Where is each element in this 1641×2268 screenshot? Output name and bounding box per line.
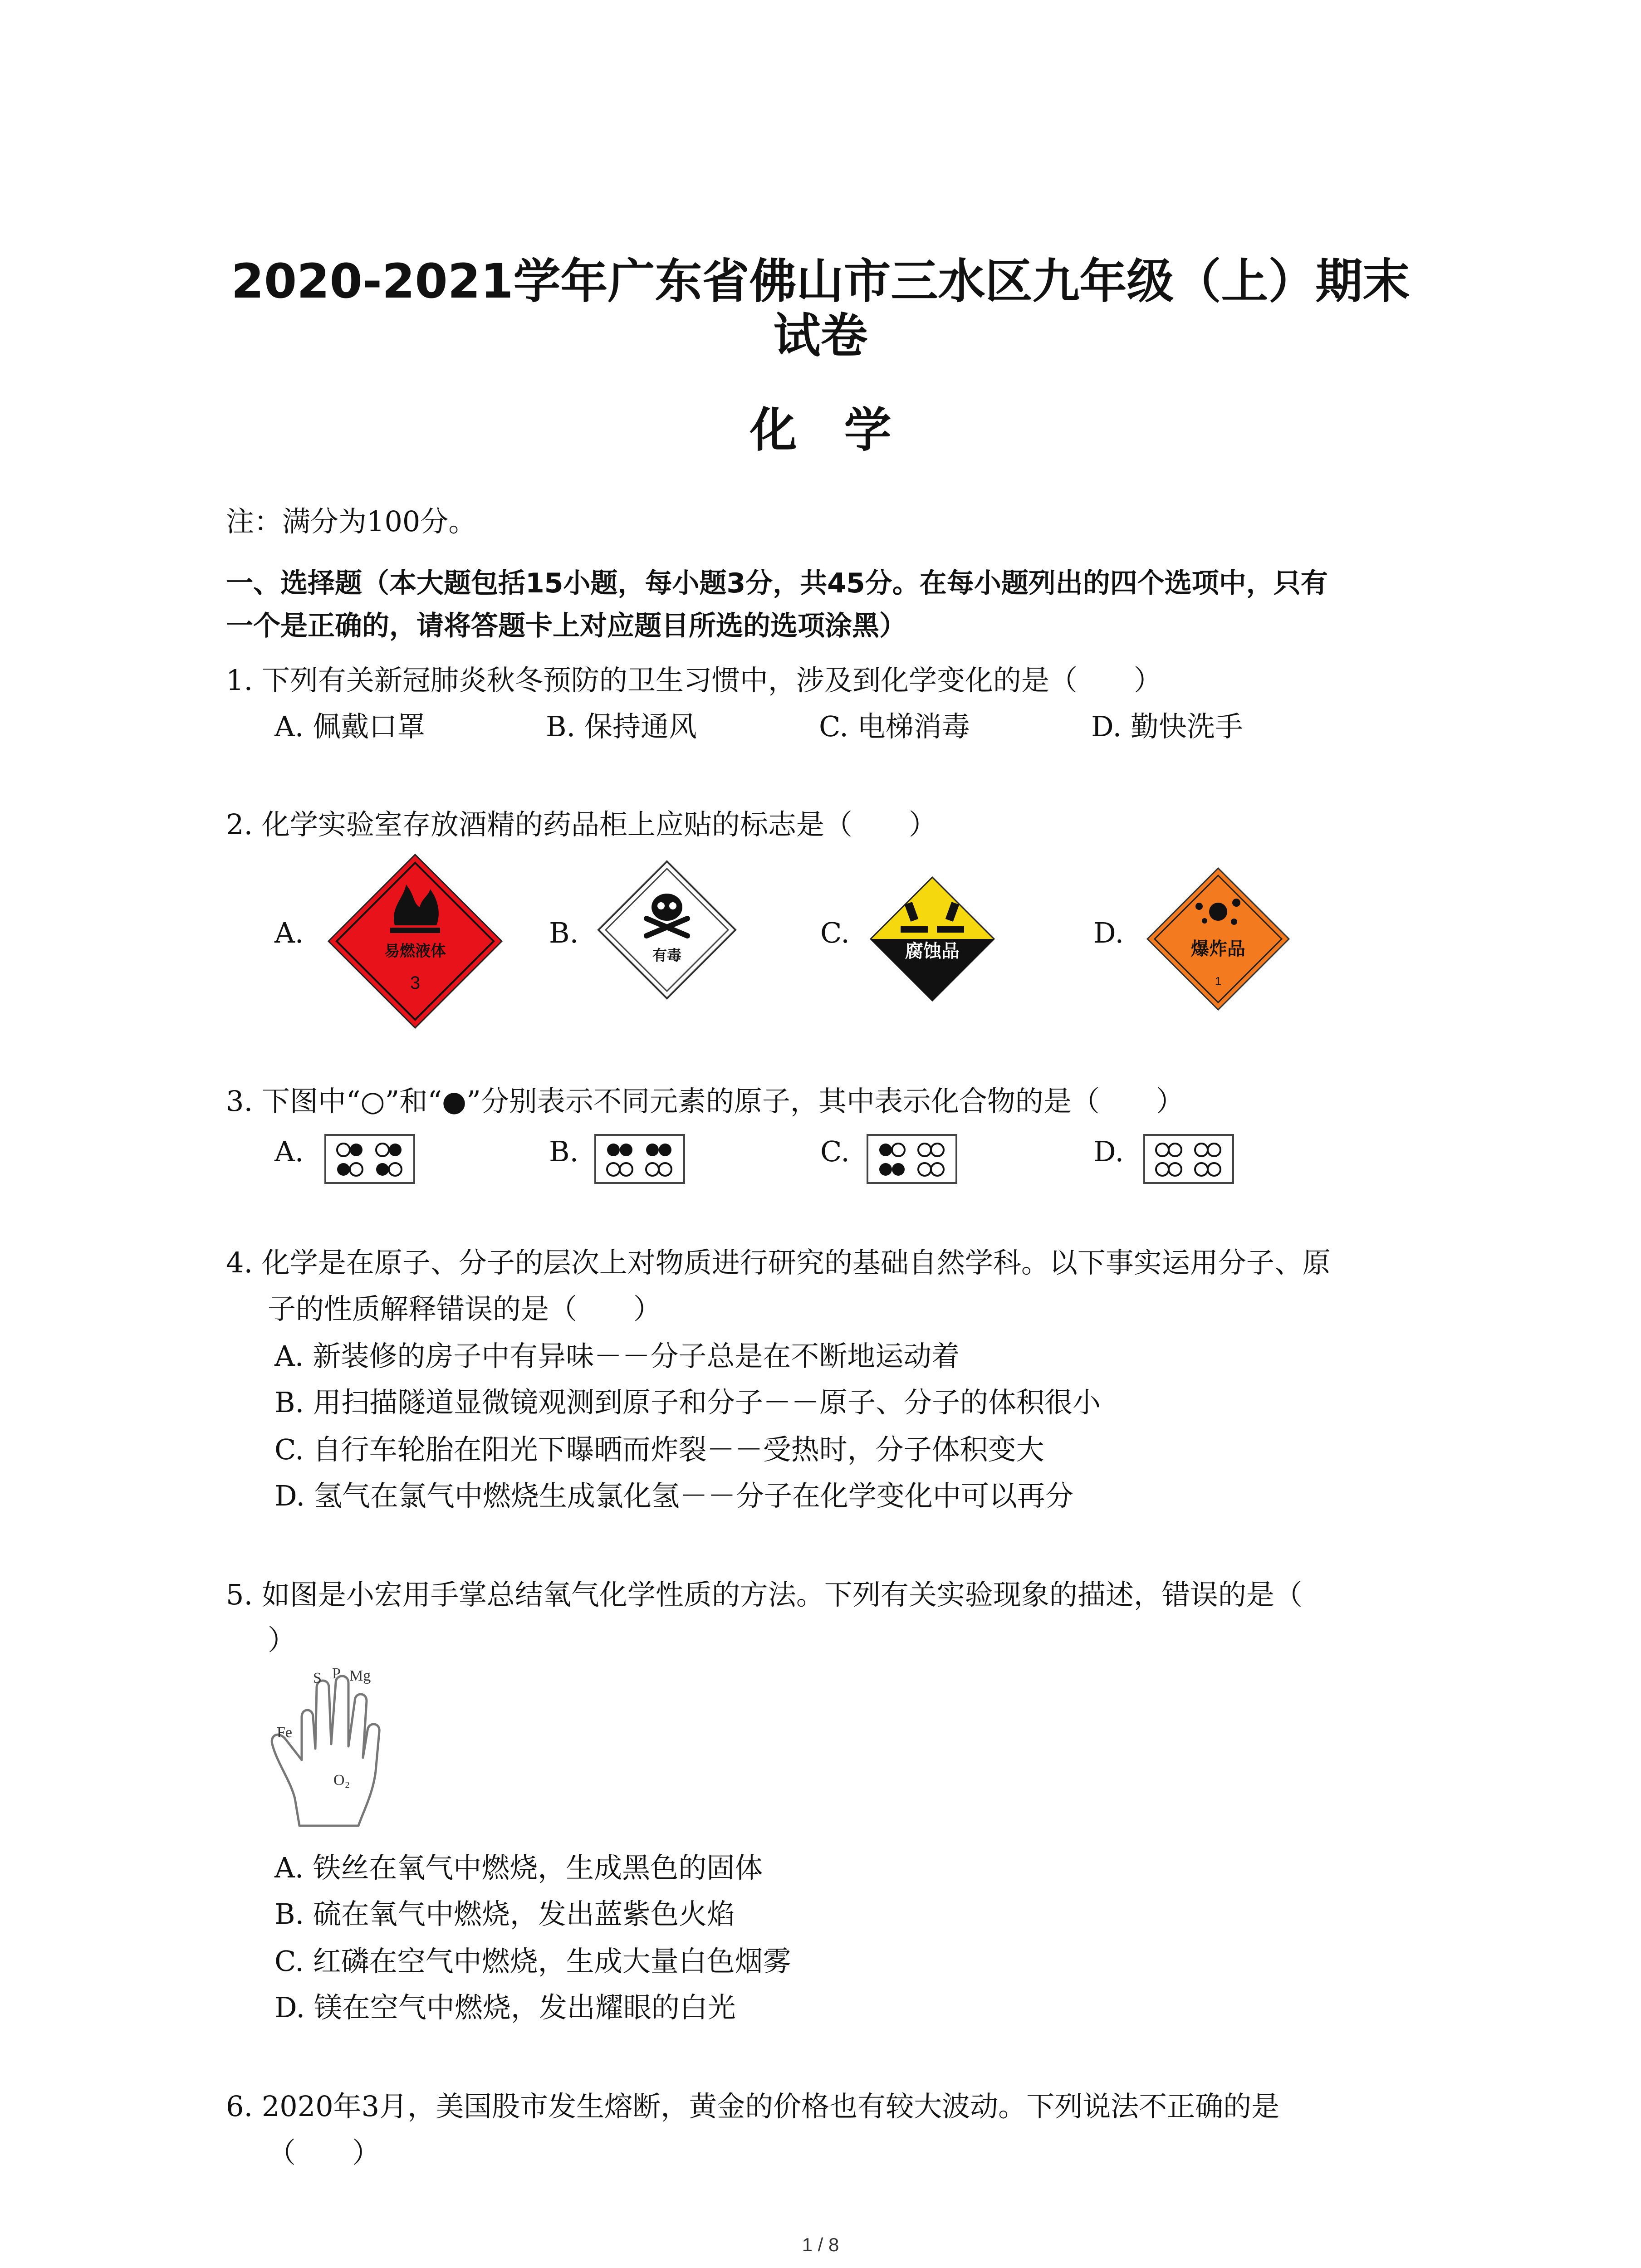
q5-stem-line1: 5. 如图是小宏用手掌总结氧气化学性质的方法。下列有关实验现象的描述，错误的是（: [226, 1578, 1303, 1611]
q3-diagram-c: [867, 1134, 957, 1184]
toxic-sign-text: 有毒: [652, 947, 682, 964]
hand-label-s: S: [313, 1670, 322, 1686]
corrosive-sign: [869, 875, 996, 1002]
explosive-sign-text: 爆炸品: [1191, 938, 1245, 959]
score-note: 注：满分为100分。: [226, 505, 477, 538]
q5-option-a: A. 铁丝在氧气中燃烧，生成黑色的固体: [274, 1851, 763, 1884]
q4-option-a: A. 新装修的房子中有异味－－分子总是在不断地运动着: [274, 1339, 960, 1373]
q1-option-b: B. 保持通风: [546, 710, 697, 743]
q1-option-d: D. 勤快洗手: [1091, 710, 1243, 743]
q3-diagram-a: [324, 1134, 415, 1184]
q4-option-b: B. 用扫描隧道显微镜观测到原子和分子－－原子、分子的体积很小: [274, 1386, 1101, 1419]
q5-option-b: B. 硫在氧气中燃烧，发出蓝紫色火焰: [274, 1897, 735, 1931]
explosive-class-number: 1: [1215, 974, 1222, 988]
flame-base-icon: [390, 928, 440, 933]
skull-icon: [652, 894, 682, 921]
exam-title-line1: 2020-2021学年广东省佛山市三水区九年级（上）期末: [231, 254, 1410, 309]
explosive-sign: [1146, 866, 1291, 1012]
q5-option-c: C. 红磷在空气中燃烧，生成大量白色烟雾: [274, 1945, 791, 1978]
q1-option-c: C. 电梯消毒: [819, 710, 970, 743]
q3-label-a: A.: [274, 1135, 304, 1168]
flammable-class-number: 3: [410, 973, 421, 993]
hand-icon: [272, 1676, 379, 1826]
q1-stem: 1. 下列有关新冠肺炎秋冬预防的卫生习惯中，涉及到化学变化的是（ ）: [226, 664, 1162, 697]
q6-stem-line1: 6. 2020年3月，美国股市发生熔断，黄金的价格也有较大波动。下列说法不正确的是: [226, 2090, 1280, 2123]
toxic-sign: [597, 860, 737, 1000]
page-number: 1 / 8: [802, 2234, 839, 2255]
q6-stem-line2: （ ）: [268, 2136, 381, 2169]
section1-heading-line2: 一个是正确的，请将答题卡上对应题目所选的选项涂黑）: [226, 610, 906, 642]
q5-stem-line2: ）: [268, 1623, 296, 1657]
q3-label-c: C.: [820, 1135, 850, 1168]
q2-label-b: B.: [549, 916, 579, 949]
exam-title-line2: 试卷: [773, 308, 868, 363]
q3-label-b: B.: [549, 1135, 579, 1168]
q2-stem: 2. 化学实验室存放酒精的药品柜上应贴的标志是（ ）: [226, 808, 937, 841]
hand-diagram: [268, 1662, 404, 1839]
flammable-liquid-sign: [327, 853, 504, 1030]
q3-stem: 3. 下图中“○”和“●”分别表示不同元素的原子，其中表示化合物的是（ ）: [226, 1085, 1184, 1118]
q4-stem-line1: 4. 化学是在原子、分子的层次上对物质进行研究的基础自然学科。以下事实运用分子、原: [226, 1246, 1331, 1279]
hand-label-p: P: [332, 1665, 341, 1682]
subject-title: 化 学: [749, 402, 892, 458]
q1-option-a: A. 佩戴口罩: [274, 710, 426, 743]
q3-diagram-d: [1143, 1134, 1234, 1184]
q3-label-d: D.: [1093, 1135, 1124, 1168]
q4-option-c: C. 自行车轮胎在阳光下曝晒而炸裂－－受热时，分子体积变大: [274, 1433, 1044, 1466]
hand-label-mg: Mg: [349, 1667, 371, 1684]
q5-option-d: D. 镁在空气中燃烧，发出耀眼的白光: [274, 1991, 736, 2024]
section1-heading-line1: 一、选择题（本大题包括15小题，每小题3分，共45分。在每小题列出的四个选项中，只有: [226, 567, 1328, 599]
q2-label-c: C.: [820, 916, 850, 949]
explosion-icon: [1209, 903, 1227, 921]
corrosive-sign-text: 腐蚀品: [905, 941, 960, 962]
q2-label-a: A.: [274, 916, 304, 949]
q4-option-d: D. 氢气在氯气中燃烧生成氯化氢－－分子在化学变化中可以再分: [274, 1479, 1073, 1512]
flammable-diamond: [328, 855, 502, 1028]
hand-label-fe: Fe: [277, 1724, 292, 1741]
flammable-sign-text: 易燃液体: [384, 942, 446, 960]
q2-label-d: D.: [1093, 916, 1124, 949]
q4-stem-line2: 子的性质解释错误的是（ ）: [268, 1292, 662, 1325]
q3-diagram-b: [594, 1134, 685, 1184]
corroded-metal-icon: [937, 926, 964, 933]
corroded-hand-icon: [901, 926, 928, 933]
hand-label-o2: O₂: [333, 1772, 350, 1789]
